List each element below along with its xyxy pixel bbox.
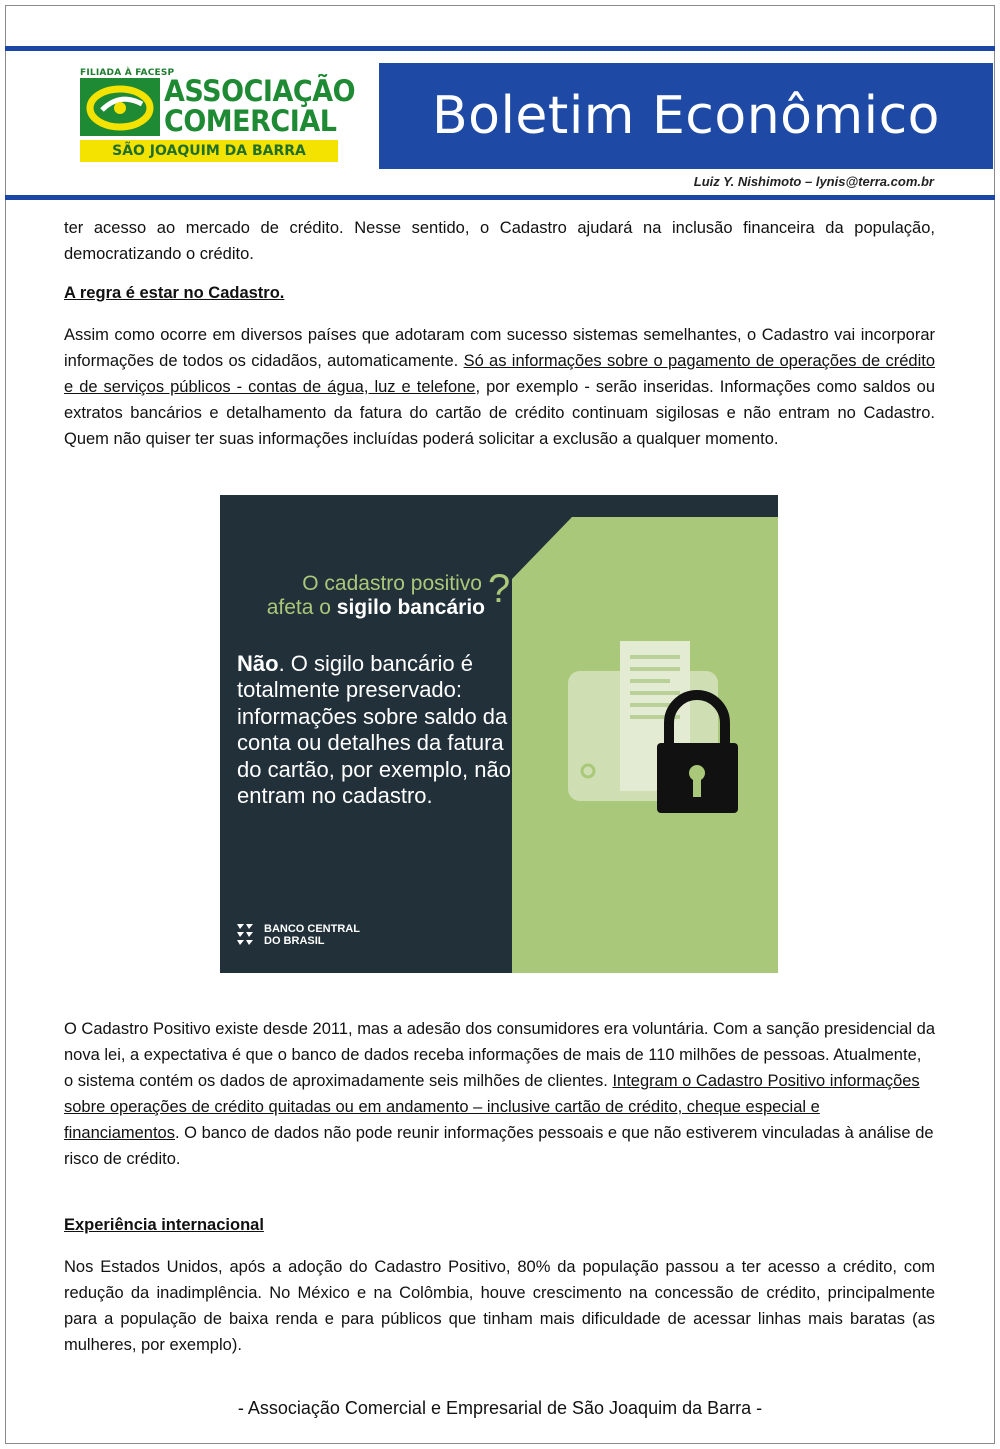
footer-text: - Associação Comercial e Empresarial de São Joaquim da Barra -: [237, 1398, 763, 1418]
section-heading-regra: A regra é estar no Cadastro.: [64, 284, 285, 302]
banco-central-logo-icon: [234, 920, 262, 948]
para2-text-underlined: Integram o Cadastro Positivo informações sobre operações de crédito quitadas ou em andamento – inclusive cartão de crédito, cheque especial e financiamentos: [64, 1072, 920, 1142]
infographic-question-line1: O cadastro positivo: [302, 572, 482, 595]
para2-text-start: O Cadastro Positivo existe desde 2011, mas a adesão dos consumidores era voluntária. Com a sanção presidencial da nova lei, a expectativa é que o banco de dados receba informações de mais de 110 milhões de pessoas. Atualmente, o sistema contém os dados de aproximadamente seis milhões de clientes.: [64, 1020, 936, 1090]
regra-text-start: Assim como ocorre em diversos países que adotaram com sucesso sistemas semelhantes, o Cadastro vai incorporar informações de todos os cidadãos, automaticamente.: [64, 326, 935, 370]
banco-central-text: [264, 923, 360, 947]
logo-line-2: COMERCIAL: [164, 104, 337, 138]
regra-text-end: , por exemplo - serão inseridas. Informações como saldos ou extratos bancários e detalhamento da fatura do cartão de crédito continuam sigilosas e não entram no Cadastro. Quem não quiser ter suas informações incluídas poderá solicitar a exclusão a qualquer momento.: [64, 378, 935, 448]
section-heading-experiencia: Experiência internacional: [64, 1216, 264, 1234]
bulletin-title: Boletim Econômico: [379, 63, 993, 169]
infographic-answer: [237, 651, 519, 809]
infographic-question-mark: ?: [488, 567, 511, 611]
header-bottom-rule: [5, 195, 995, 200]
brand-line-2: DO BRASIL: [264, 935, 325, 947]
answer-bold: Não: [237, 651, 279, 676]
logo-line-1: ASSOCIAÇÃO: [164, 74, 356, 108]
header-top-rule: [5, 46, 995, 51]
logo-affiliation: FILIADA À FACESP: [80, 68, 175, 78]
question-bold: sigilo bancário: [336, 596, 485, 619]
regra-text-underlined: Só as informações sobre o pagamento de operações de crédito e de serviços públicos - contas de água, luz e telefone: [64, 352, 935, 396]
association-logo: [80, 68, 356, 164]
experiencia-paragraph: Nos Estados Unidos, após a adoção do Cadastro Positivo, 80% da população passou a ter acesso a crédito, com redução da inadimplência. No México e na Colômbia, houve crescimento na concessão de crédito, principalmente para a população de baixa renda e para públicos que tinham mais dificuldade de acessar linhas mais baratas (as mulheres, por exemplo).: [64, 1258, 935, 1354]
cadastro-positivo-paragraph: [64, 1016, 935, 1172]
question-prefix: afeta o: [266, 596, 337, 619]
answer-rest: . O sigilo bancário é totalmente preservado: informações sobre saldo da conta ou detalhes da fatura do cartão, por exemplo, não entram no cadastro.: [237, 651, 511, 809]
logo-city: SÃO JOAQUIM DA BARRA: [80, 140, 338, 162]
intro-paragraph: ter acesso ao mercado de crédito. Nesse sentido, o Cadastro ajudará na inclusão financeira da população, democratizando o crédito.: [64, 219, 935, 263]
para2-text-end: . O banco de dados não pode reunir informações pessoais e que não estiverem vinculadas à análise de risco de crédito.: [64, 1124, 934, 1168]
regra-paragraph: [64, 322, 935, 452]
logo-emblem-icon: [80, 78, 160, 136]
infographic-question-line2: [220, 596, 485, 620]
banco-central-brand: [234, 920, 394, 952]
infographic-sigilo-bancario: [220, 495, 778, 973]
author-credit: Luiz Y. Nishimoto – lynis@terra.com.br: [693, 174, 934, 189]
brand-line-1: BANCO CENTRAL: [264, 923, 360, 935]
